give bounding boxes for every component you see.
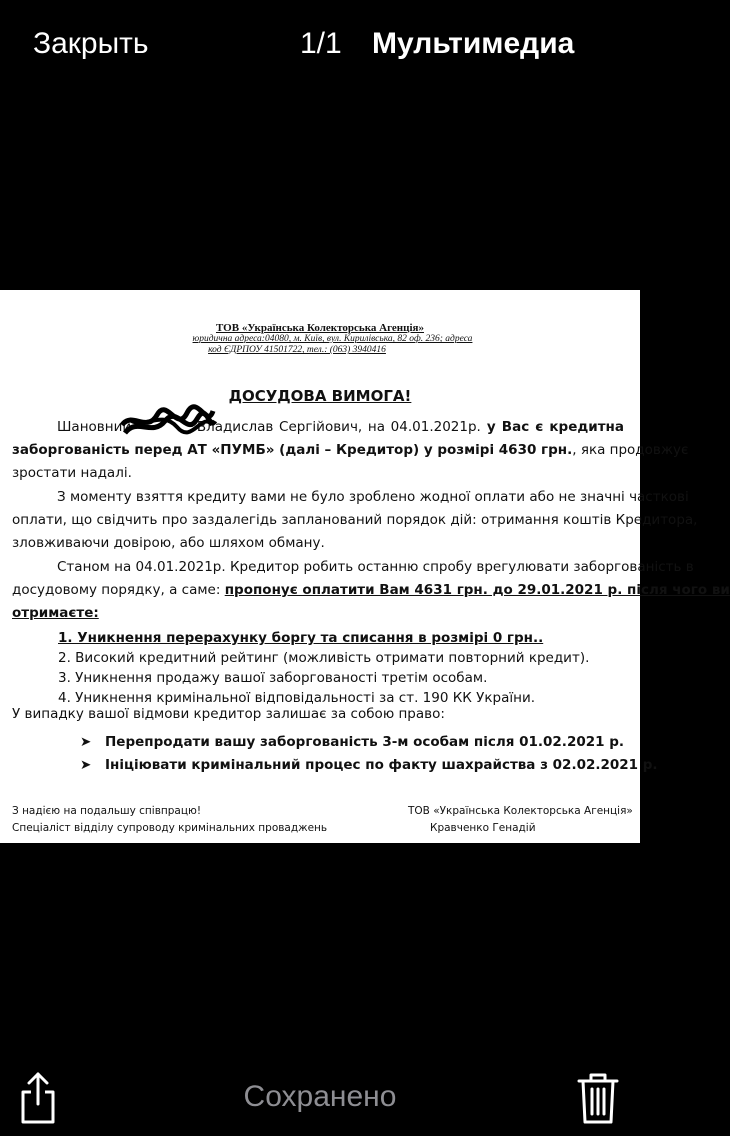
document-title: ДОСУДОВА ВИМОГА! — [228, 387, 412, 405]
paragraph-2 — [12, 486, 698, 555]
list-item: 3. Уникнення продажу вашої заборгованості третім особам. — [58, 670, 488, 686]
header-address: юридична адреса:04080, м. Київ, вул. Кирилівська, 82 оф. 236; адреса — [192, 334, 473, 344]
benefits-list — [58, 628, 618, 708]
footer-left-line-2: Спеціаліст відділу супроводу кримінальних проваджень — [12, 822, 328, 834]
paragraph-1-line-3: зростати надалі. — [12, 465, 132, 481]
footer-right-line-2: Кравченко Генадій — [430, 822, 536, 834]
list-item: 2. Високий кредитний рейтинг (можливість отримати повторний кредит). — [58, 650, 590, 666]
list-item: ➤ Ініціювати кримінальний процес по факту шахрайства з 02.02.2021 р. — [80, 754, 620, 777]
list-item: 1. Уникнення перерахунку боргу та списання в розмірі 0 грн.. — [58, 630, 544, 646]
document-image[interactable] — [0, 290, 730, 843]
page-title: Мультимедиа — [372, 27, 575, 60]
list-item: ➤ Перепродати вашу заборгованість 3-м особам після 01.02.2021 р. — [80, 731, 620, 754]
paragraph-2-line-1: З моменту взяття кредиту вами не було зроблено жодної оплати або не значні часткові — [57, 489, 689, 505]
header-company: ТОВ «Українська Колекторська Агенція» — [215, 322, 424, 334]
paragraph-3 — [12, 556, 730, 625]
redaction-scribble — [117, 403, 217, 443]
paragraph-3-line-3: отримаєте: — [12, 605, 99, 621]
paragraph-3-line-2: досудовому порядку, а саме: пропонує оплатити Вам 4631 грн. до 29.01.2021 р. після чого ви — [12, 582, 730, 598]
refusal-text: У випадку вашої відмови кредитор залишає за собою право: — [12, 706, 445, 722]
paragraph-1-line-1: Шановний Владислав Сергійович, на 04.01.2021р. у Вас є кредитна — [57, 419, 624, 435]
arrow-bullet-icon: ➤ — [80, 757, 92, 773]
saved-status: Сохранено — [243, 1080, 397, 1113]
footer-right — [408, 803, 633, 837]
footer-left — [12, 803, 327, 837]
paragraph-1 — [12, 416, 689, 485]
footer-left-line-1: З надією на подальшу співпрацю! — [12, 805, 202, 817]
footer-right-line-1: ТОВ «Українська Колекторська Агенція» — [408, 805, 633, 817]
refusal-line — [12, 703, 624, 726]
paragraph-2-line-3: зловживаючи довірою, або шляхом обману. — [12, 535, 325, 551]
top-toolbar — [0, 0, 640, 90]
close-button[interactable]: Закрыть — [33, 27, 149, 60]
header-codes: код ЄДРПОУ 41501722, тел.: (063) 3940416 — [208, 345, 386, 355]
list-item: 4. Уникнення кримінальної відповідальності за ст. 190 КК України. — [58, 690, 536, 706]
consequences-list — [80, 731, 658, 777]
page-counter: 1/1 — [300, 27, 342, 60]
paragraph-2-line-2: оплати, що свідчить про заздалегідь запланований порядок дій: отримання коштів Кредитора, — [12, 512, 698, 528]
paragraph-1-line-2: заборгованість перед АТ «ПУМБ» (далі – Кредитор) у розмірі 4630 грн., яка продовжує — [12, 442, 689, 458]
arrow-bullet-icon: ➤ — [80, 734, 92, 750]
paragraph-3-line-1: Станом на 04.01.2021р. Кредитор робить останню спробу врегулювати заборгованість в — [57, 559, 694, 575]
